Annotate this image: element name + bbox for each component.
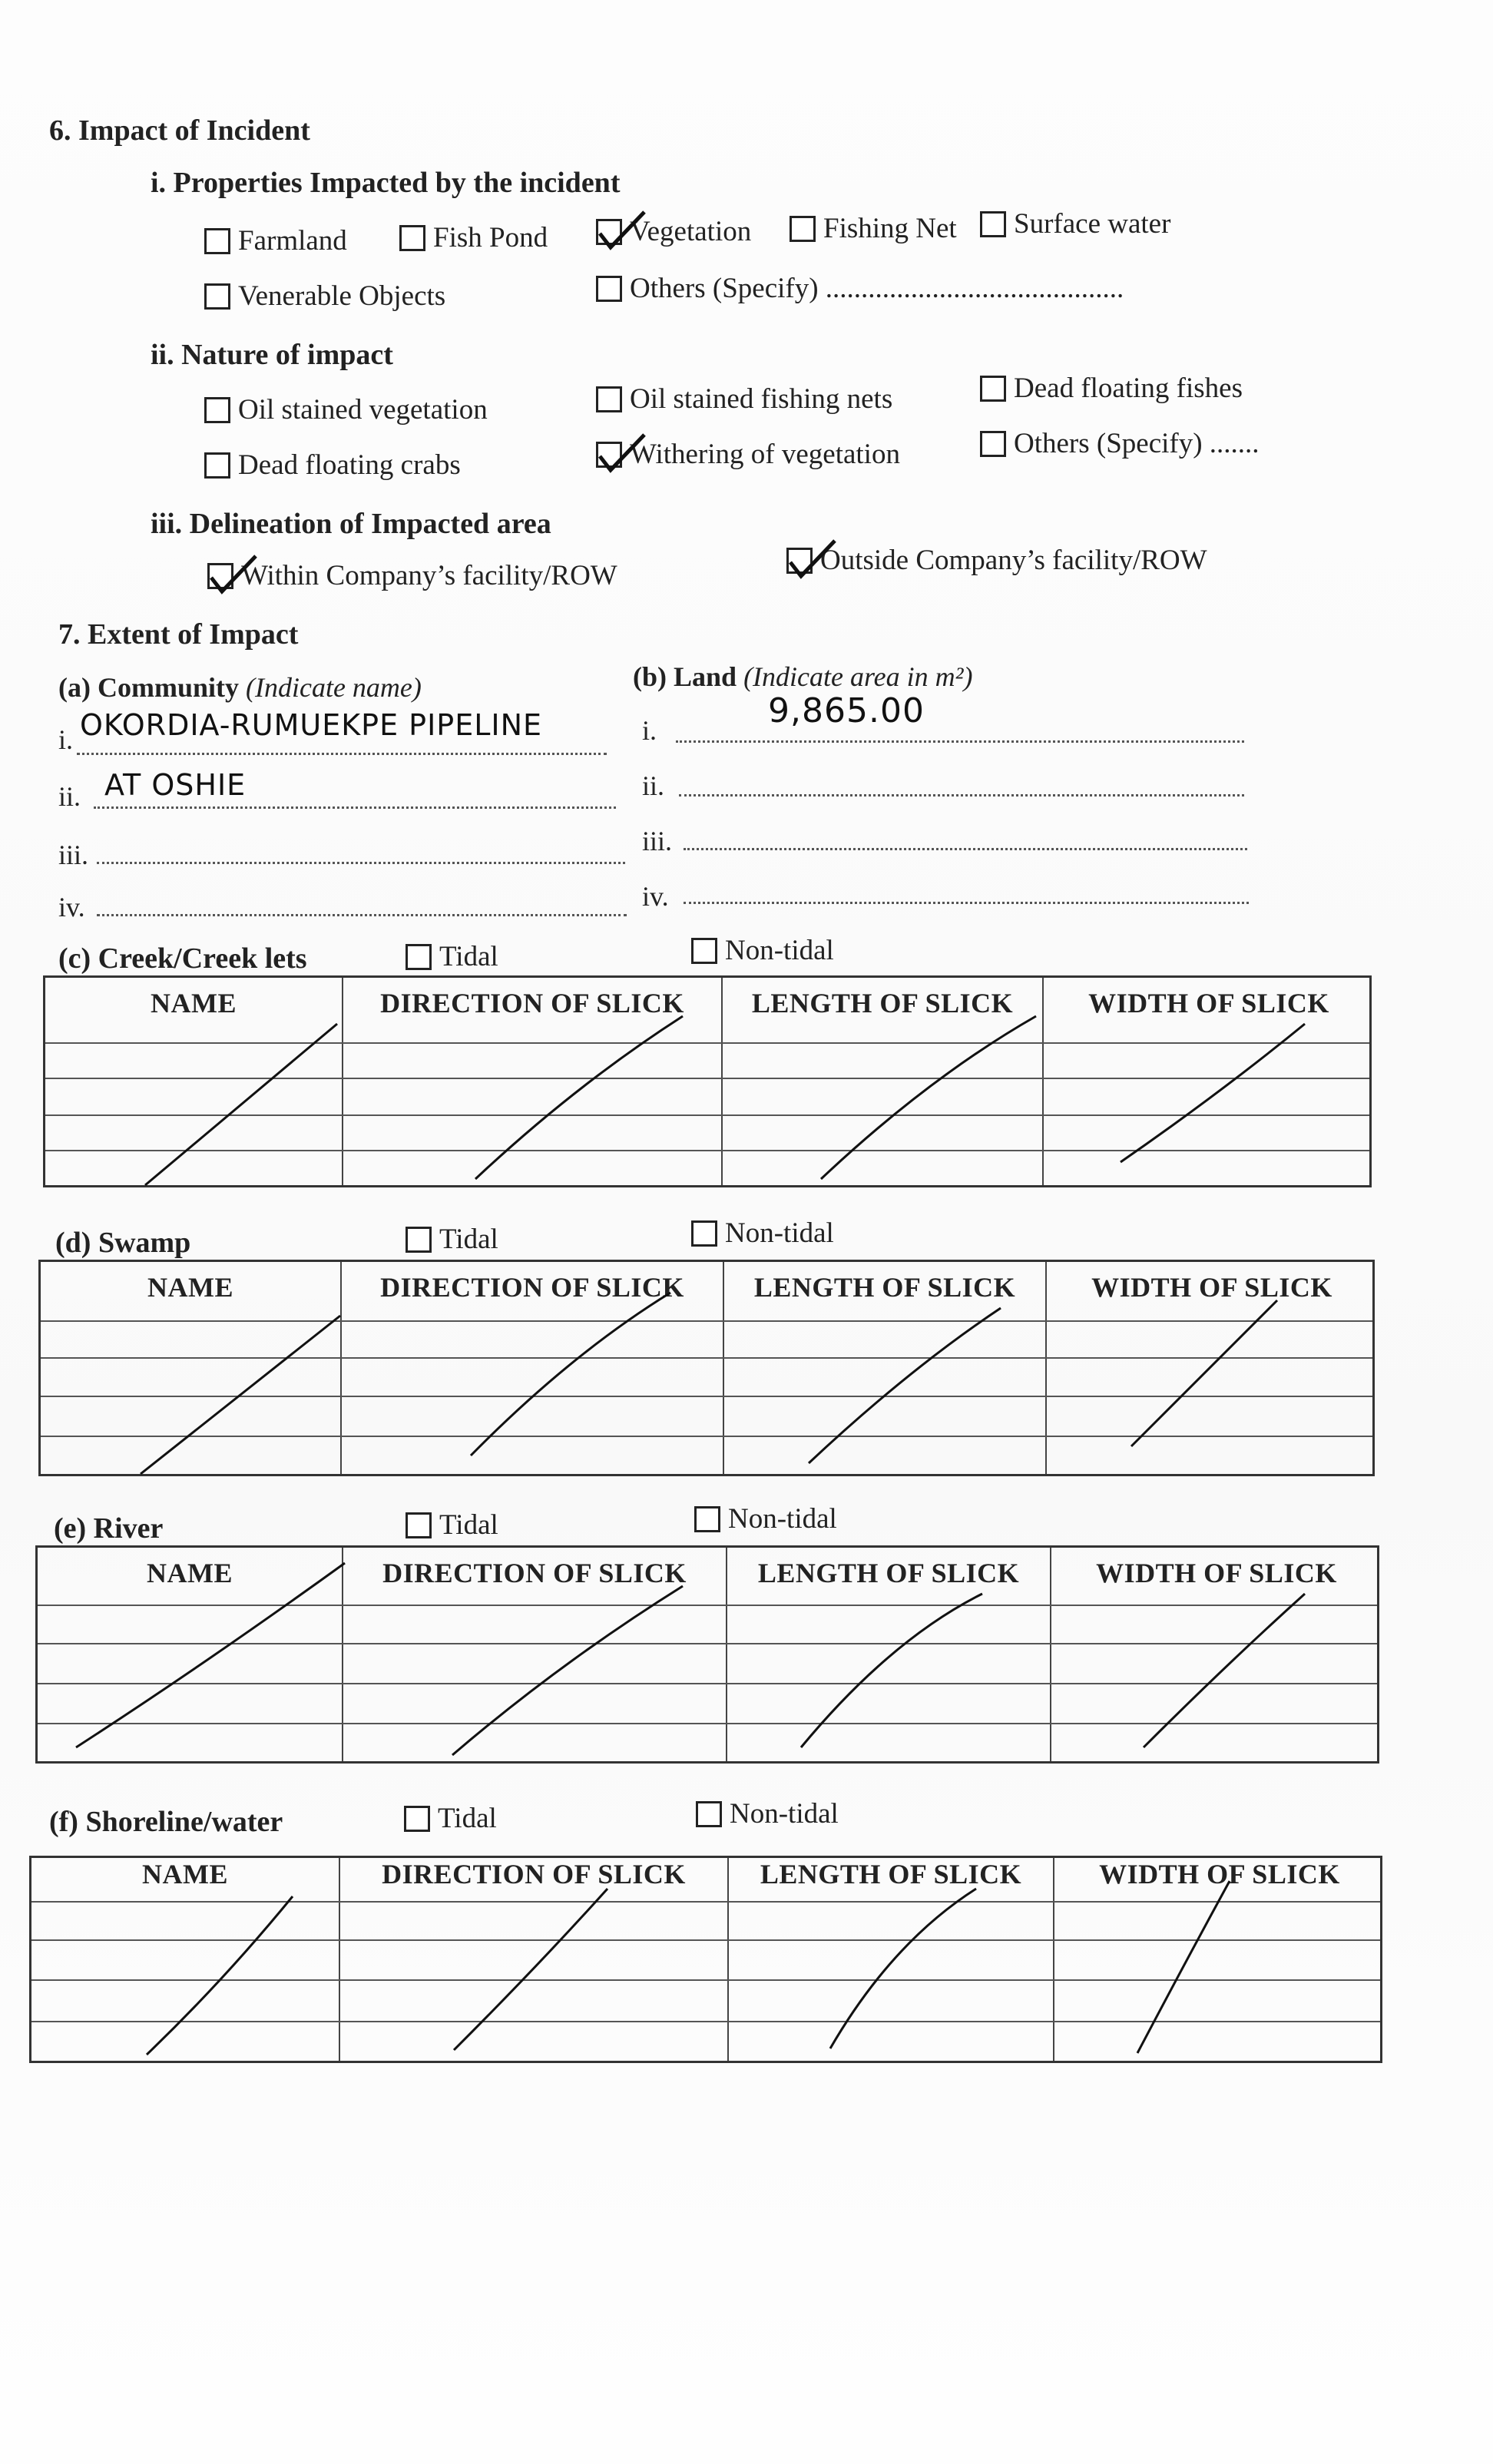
- river-option-tidal[interactable]: [406, 1509, 498, 1542]
- creek-header-name: NAME: [151, 988, 237, 1018]
- swamp-nontidal-checkbox[interactable]: [691, 1220, 717, 1247]
- land-line-1-num: i.: [642, 715, 657, 746]
- fish-pond-checkbox[interactable]: [399, 225, 425, 251]
- creek-table: [43, 975, 1372, 1187]
- fish-pond-label: Fish Pond: [433, 222, 548, 253]
- option-venerable-objects[interactable]: [204, 280, 445, 313]
- swamp-nontidal-label: Non-tidal: [725, 1217, 834, 1249]
- properties-others-checkbox[interactable]: [596, 276, 622, 302]
- river-table: [35, 1545, 1379, 1764]
- shoreline-strikethrough-lines: [31, 1858, 1385, 2065]
- oil-stained-nets-checkbox[interactable]: [596, 386, 622, 412]
- river-nontidal-label: Non-tidal: [728, 1503, 837, 1535]
- creek-header-direction: DIRECTION OF SLICK: [380, 988, 684, 1018]
- oil-stained-vegetation-checkbox[interactable]: [204, 397, 230, 423]
- withering-vegetation-label: Withering of vegetation: [630, 439, 900, 470]
- nature-others-checkbox[interactable]: [980, 431, 1006, 457]
- shoreline-header-width: WIDTH OF SLICK: [1099, 1859, 1340, 1889]
- check-mark-icon: [595, 207, 649, 253]
- option-oil-stained-nets[interactable]: [596, 383, 892, 416]
- river-option-nontidal[interactable]: [694, 1502, 837, 1535]
- shoreline-nontidal-checkbox[interactable]: [696, 1801, 722, 1827]
- community-line-3-num: iii.: [58, 840, 89, 870]
- river-header-direction: DIRECTION OF SLICK: [382, 1558, 687, 1588]
- shoreline-header-direction: DIRECTION OF SLICK: [382, 1859, 686, 1889]
- swamp-strikethrough-lines: [41, 1262, 1377, 1479]
- withering-vegetation-checkbox[interactable]: [596, 442, 622, 468]
- shoreline-nontidal-label: Non-tidal: [730, 1798, 839, 1830]
- community-hint: (Indicate name): [245, 672, 422, 703]
- creek-option-tidal[interactable]: [406, 940, 498, 973]
- farmland-checkbox[interactable]: [204, 228, 230, 254]
- section-6-title: 6. Impact of Incident: [49, 114, 310, 147]
- creek-nontidal-label: Non-tidal: [725, 935, 834, 966]
- land-line-1-value[interactable]: 9,865.00: [768, 691, 925, 730]
- option-surface-water[interactable]: [980, 207, 1170, 240]
- swamp-header-length: LENGTH OF SLICK: [753, 1272, 1016, 1303]
- swamp-tidal-label: Tidal: [439, 1224, 498, 1255]
- community-label: (a) Community: [58, 672, 239, 703]
- properties-others-label: Others (Specify) ..........................................: [630, 273, 1124, 304]
- swamp-label: (d) Swamp: [55, 1227, 191, 1259]
- option-farmland[interactable]: [204, 224, 347, 257]
- vegetation-checkbox[interactable]: [596, 219, 622, 245]
- dead-floating-crabs-checkbox[interactable]: [204, 452, 230, 479]
- shoreline-header-length: LENGTH OF SLICK: [760, 1859, 1022, 1889]
- community-line-2-rule: [94, 806, 616, 809]
- farmland-label: Farmland: [238, 225, 347, 257]
- venerable-objects-label: Venerable Objects: [238, 280, 446, 312]
- creek-header-length: LENGTH OF SLICK: [751, 988, 1014, 1018]
- option-within-facility[interactable]: [207, 559, 617, 592]
- fishing-net-checkbox[interactable]: [790, 216, 816, 242]
- creek-tidal-checkbox[interactable]: [406, 944, 432, 970]
- creek-option-nontidal[interactable]: [691, 934, 834, 967]
- nature-of-impact-title: ii. Nature of impact: [151, 339, 393, 371]
- swamp-tidal-checkbox[interactable]: [406, 1227, 432, 1253]
- option-dead-floating-fishes[interactable]: [980, 372, 1243, 405]
- swamp-table: [38, 1260, 1375, 1476]
- river-header-width: WIDTH OF SLICK: [1096, 1558, 1337, 1588]
- venerable-objects-checkbox[interactable]: [204, 283, 230, 310]
- outside-facility-checkbox[interactable]: [786, 548, 813, 574]
- community-line-2-num: ii.: [58, 781, 81, 812]
- nature-others-label: Others (Specify) .......: [1014, 428, 1260, 459]
- land-line-4-rule: [684, 902, 1249, 904]
- creek-header-width: WIDTH OF SLICK: [1088, 988, 1329, 1018]
- fishing-net-label: Fishing Net: [823, 213, 957, 244]
- community-line-4-rule: [97, 914, 627, 916]
- land-line-3-rule: [684, 848, 1247, 850]
- oil-stained-nets-label: Oil stained fishing nets: [630, 383, 893, 415]
- creek-strikethrough-lines: [45, 978, 1374, 1190]
- shoreline-header-name: NAME: [142, 1859, 228, 1889]
- within-facility-label: Within Company’s facility/ROW: [241, 560, 617, 591]
- river-strikethrough-lines: [38, 1548, 1382, 1766]
- option-fishing-net[interactable]: [790, 212, 957, 245]
- community-line-1-num: i.: [58, 724, 74, 755]
- within-facility-checkbox[interactable]: [207, 563, 233, 589]
- community-heading: [58, 671, 422, 704]
- creek-tidal-label: Tidal: [439, 941, 498, 972]
- river-header-name: NAME: [147, 1558, 233, 1588]
- dead-floating-fishes-label: Dead floating fishes: [1014, 373, 1243, 404]
- land-line-4-num: iv.: [642, 881, 669, 912]
- properties-impacted-title: i. Properties Impacted by the incident: [151, 167, 621, 199]
- check-mark-icon: [595, 430, 649, 476]
- river-header-length: LENGTH OF SLICK: [757, 1558, 1020, 1588]
- river-tidal-checkbox[interactable]: [406, 1512, 432, 1538]
- land-hint: (Indicate area in m²): [743, 661, 973, 692]
- swamp-header-name: NAME: [147, 1272, 233, 1303]
- shoreline-option-tidal[interactable]: [404, 1802, 497, 1835]
- community-line-4-num: iv.: [58, 892, 85, 922]
- check-mark-icon: [786, 536, 839, 582]
- community-line-3-rule: [97, 862, 625, 864]
- section-7-title: 7. Extent of Impact: [58, 618, 299, 651]
- dead-floating-fishes-checkbox[interactable]: [980, 376, 1006, 402]
- river-tidal-label: Tidal: [439, 1509, 498, 1541]
- option-vegetation[interactable]: [596, 215, 751, 248]
- land-heading: [633, 661, 972, 693]
- surface-water-label: Surface water: [1014, 208, 1171, 240]
- creek-nontidal-checkbox[interactable]: [691, 938, 717, 964]
- land-line-2-num: ii.: [642, 770, 665, 801]
- option-properties-others[interactable]: [596, 272, 1124, 305]
- swamp-header-width: WIDTH OF SLICK: [1091, 1272, 1332, 1303]
- community-line-2-value[interactable]: AT OSHIE: [104, 768, 247, 802]
- check-mark-icon: [207, 551, 260, 598]
- shoreline-tidal-checkbox[interactable]: [404, 1806, 430, 1832]
- land-line-1-rule: [676, 740, 1244, 743]
- community-line-1-value[interactable]: OKORDIA-RUMUEKPE PIPELINE: [80, 708, 543, 742]
- shoreline-option-nontidal[interactable]: [696, 1797, 839, 1830]
- shoreline-table: [29, 1856, 1382, 2063]
- option-oil-stained-vegetation[interactable]: [204, 393, 488, 426]
- land-line-2-rule: [679, 794, 1244, 796]
- option-fish-pond[interactable]: [399, 221, 548, 254]
- option-nature-others[interactable]: [980, 427, 1260, 460]
- river-label: (e) River: [54, 1512, 164, 1545]
- oil-stained-vegetation-label: Oil stained vegetation: [238, 394, 488, 426]
- delineation-title: iii. Delineation of Impacted area: [151, 508, 551, 540]
- outside-facility-label: Outside Company’s facility/ROW: [820, 545, 1207, 576]
- option-withering-vegetation[interactable]: [596, 438, 900, 471]
- surface-water-checkbox[interactable]: [980, 211, 1006, 237]
- river-nontidal-checkbox[interactable]: [694, 1506, 720, 1532]
- vegetation-label: Vegetation: [630, 216, 752, 247]
- option-outside-facility[interactable]: [786, 544, 1207, 577]
- swamp-option-tidal[interactable]: [406, 1223, 498, 1256]
- community-line-1-rule: [77, 753, 607, 755]
- shoreline-tidal-label: Tidal: [438, 1803, 497, 1834]
- option-dead-floating-crabs[interactable]: [204, 449, 461, 482]
- land-line-3-num: iii.: [642, 826, 673, 856]
- shoreline-label: (f) Shoreline/water: [49, 1806, 283, 1838]
- dead-floating-crabs-label: Dead floating crabs: [238, 449, 461, 481]
- land-label: (b) Land: [633, 661, 737, 692]
- creek-label: (c) Creek/Creek lets: [58, 942, 307, 975]
- swamp-header-direction: DIRECTION OF SLICK: [380, 1272, 684, 1303]
- swamp-option-nontidal[interactable]: [691, 1217, 834, 1250]
